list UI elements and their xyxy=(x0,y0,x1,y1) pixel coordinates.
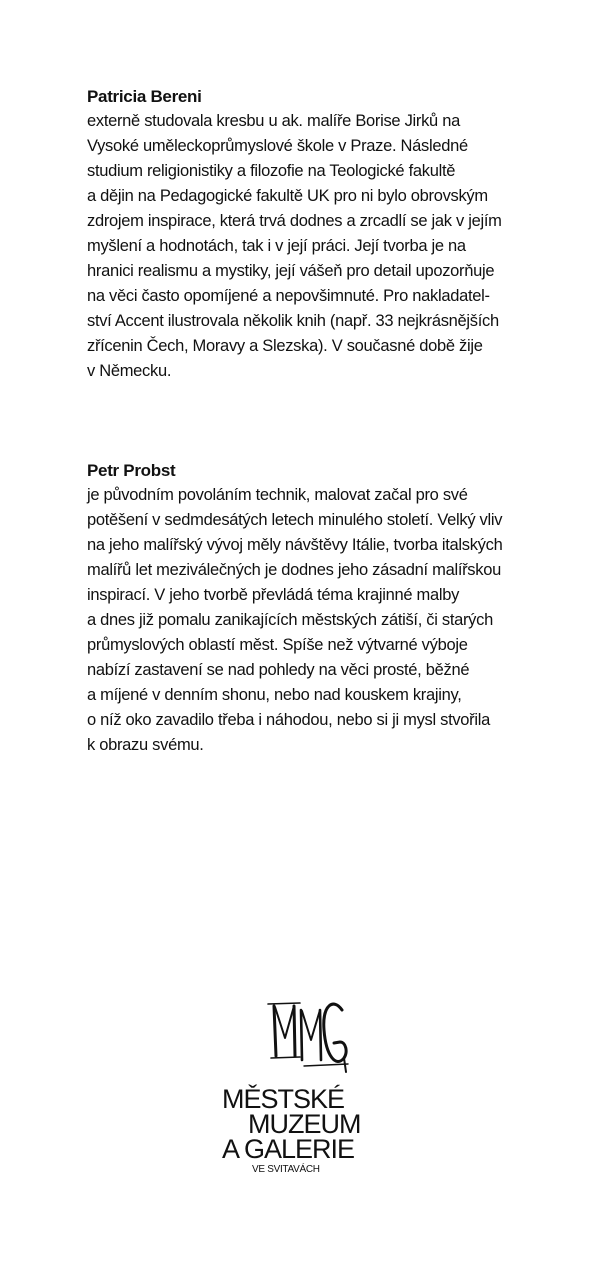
bio-name: Petr Probst xyxy=(87,461,176,480)
mmg-monogram-icon xyxy=(222,994,352,1084)
bio-line: je původním povoláním technik, malovat začal pro své xyxy=(87,486,468,504)
bio-line: v Německu. xyxy=(87,362,172,380)
bio-line: malířů let meziválečných je dodnes jeho zásadní malířskou xyxy=(87,561,501,579)
bio-line: a míjené v denním shonu, nebo nad kouskem krajiny, xyxy=(87,686,462,704)
bio-line: externě studovala kresbu u ak. malíře Borise Jirků na xyxy=(87,112,460,130)
bio-line: k obrazu svému. xyxy=(87,736,204,754)
bio-line: na jeho malířský vývoj měly návštěvy Itálie, tvorba italských xyxy=(87,536,503,554)
bio-line: a dnes již pomalu zanikajících městských zátiší, či starých xyxy=(87,611,493,629)
bio-line: potěšení v sedmdesátých letech minulého století. Velký vliv xyxy=(87,511,503,529)
bio-line: na věci často opomíjené a nepovšimnuté. Pro nakladatel- xyxy=(87,287,490,305)
bio-line: hranici realismu a mystiky, její vášeň pro detail upozorňuje xyxy=(87,262,495,280)
bio-line: inspirací. V jeho tvorbě převládá téma krajinné malby xyxy=(87,586,460,604)
bio-line: ství Accent ilustrovala několik knih (např. 33 nejkrásnějších xyxy=(87,312,499,330)
bio-line: studium religionistiky a filozofie na Teologické fakultě xyxy=(87,162,456,180)
bio-line: zdrojem inspirace, která trvá dodnes a zrcadlí se jak v jejím xyxy=(87,212,502,230)
logo-text-line-1: MĚSTSKÉ xyxy=(222,1084,345,1114)
bio-line: a dějin na Pedagogické fakultě UK pro ni bylo obrovským xyxy=(87,187,488,205)
museum-logo xyxy=(222,994,392,1184)
bio-line: průmyslových oblastí měst. Spíše než výtvarné výboje xyxy=(87,636,468,654)
logo-text-line-4: VE SVITAVÁCH xyxy=(252,1164,320,1175)
bio-line: myšlení a hodnotách, tak i v její práci. Její tvorba je na xyxy=(87,237,466,255)
bio-line: zřícenin Čech, Moravy a Slezska). V současné době žije xyxy=(87,337,483,355)
bio-petr-probst xyxy=(87,458,527,758)
bio-line: Vysoké uměleckoprůmyslové škole v Praze. Následné xyxy=(87,137,468,155)
bio-line: o níž oko zavadilo třeba i náhodou, nebo si ji mysl stvořila xyxy=(87,711,490,729)
bio-patricia-bereni xyxy=(87,84,527,384)
logo-text-line-3: A GALERIE xyxy=(222,1134,355,1164)
bio-name: Patricia Bereni xyxy=(87,87,202,106)
logo-text-line-2: MUZEUM xyxy=(248,1109,361,1139)
bio-line: nabízí zastavení se nad pohledy na věci prosté, běžné xyxy=(87,661,470,679)
